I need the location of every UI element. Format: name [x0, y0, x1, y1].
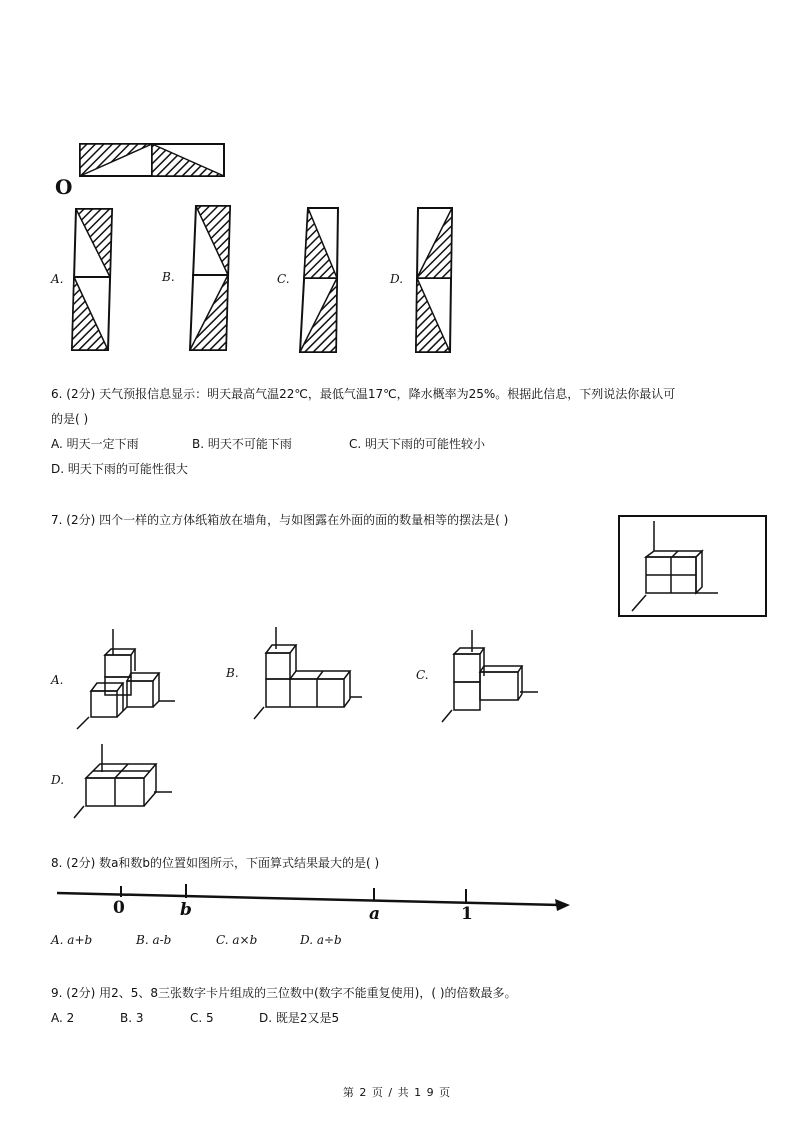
q6-stem-line2: 的是( ) — [51, 412, 89, 426]
q9-option-d[interactable]: D. 既是2又是5 — [259, 1011, 340, 1025]
q5-option-d-figure[interactable] — [412, 205, 458, 355]
q7-option-b-label[interactable]: B. — [226, 666, 239, 680]
q9-option-b[interactable]: B. 3 — [120, 1011, 144, 1025]
q5-option-c-label[interactable]: C. — [277, 272, 290, 286]
q8-stem: 8. (2分) 数a和数b的位置如图所示，下面算式结果最大的是( ) — [51, 856, 380, 870]
q5-reference-figure — [56, 140, 236, 196]
axis-label-one: 1 — [461, 904, 473, 924]
q7-option-a-figure[interactable] — [75, 625, 185, 735]
axis-label-a: a — [369, 904, 381, 924]
number-line — [55, 880, 575, 930]
q7-reference-figure — [618, 515, 768, 619]
q7-option-d-figure[interactable] — [72, 742, 182, 822]
q7-option-a-label[interactable]: A. — [51, 673, 64, 687]
q5-option-a-figure[interactable] — [70, 205, 116, 355]
q9-stem: 9. (2分) 用2、5、8三张数字卡片组成的三位数中(数字不能重复使用)，( )的倍数最多。 — [51, 986, 517, 1000]
q7-option-d-label[interactable]: D. — [51, 773, 65, 787]
page-footer: 第 2 页 / 共 1 9 页 — [342, 1086, 452, 1099]
axis-label-zero: 0 — [113, 898, 125, 918]
q6-option-a[interactable]: A. 明天一定下雨 — [51, 437, 139, 451]
q8-option-b[interactable]: B. a-b — [136, 933, 172, 947]
q7-stem: 7. (2分) 四个一样的立方体纸箱放在墙角，与如图露在外面的面的数量相等的摆法是( ) — [51, 513, 509, 527]
q6-option-b[interactable]: B. 明天不可能下雨 — [192, 437, 292, 451]
q8-option-a[interactable]: A. a+b — [51, 933, 93, 947]
axis-label-b: b — [180, 900, 192, 920]
q8-option-d[interactable]: D. a÷b — [300, 933, 342, 947]
q9-option-a[interactable]: A. 2 — [51, 1011, 75, 1025]
q5-option-b-figure[interactable] — [186, 203, 232, 353]
q6-option-d[interactable]: D. 明天下雨的可能性很大 — [51, 462, 188, 476]
origin-label: O — [55, 175, 73, 199]
q5-option-b-label[interactable]: B. — [162, 270, 175, 284]
q7-option-c-figure[interactable] — [440, 628, 545, 728]
q5-option-a-label[interactable]: A. — [51, 272, 64, 286]
q7-option-c-label[interactable]: C. — [416, 668, 429, 682]
q8-option-c[interactable]: C. a×b — [216, 933, 258, 947]
q7-option-b-figure[interactable] — [250, 625, 370, 725]
q5-option-d-label[interactable]: D. — [390, 272, 404, 286]
q6-option-c[interactable]: C. 明天下雨的可能性较小 — [349, 437, 486, 451]
q5-option-c-figure[interactable] — [298, 205, 344, 355]
q6-stem-line1: 6. (2分) 天气预报信息显示：明天最高气温22℃，最低气温17℃，降水概率为25%。根据此信息，下列说法你最认可 — [51, 387, 676, 401]
q9-option-c[interactable]: C. 5 — [190, 1011, 214, 1025]
